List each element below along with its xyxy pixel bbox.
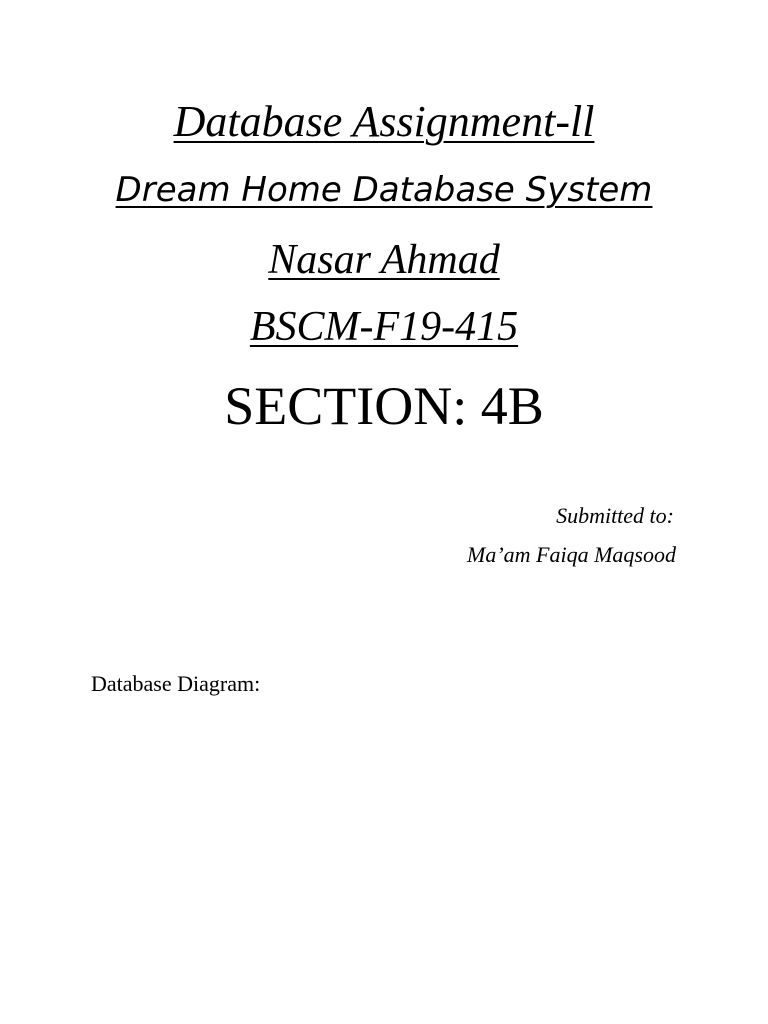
document-title: Database Assignment-ll bbox=[173, 97, 595, 146]
section-heading: SECTION: 4B bbox=[224, 376, 544, 436]
database-diagram-heading: Database Diagram: bbox=[91, 671, 261, 696]
document-subtitle: Dream Home Database System bbox=[115, 170, 653, 210]
submitted-to-label: Submitted to: bbox=[556, 503, 674, 528]
roll-number: BSCM-F19-415 bbox=[249, 304, 519, 350]
submitted-to-name: Ma’am Faiqa Maqsood bbox=[467, 542, 676, 567]
author-name: Nasar Ahmad bbox=[268, 237, 500, 283]
